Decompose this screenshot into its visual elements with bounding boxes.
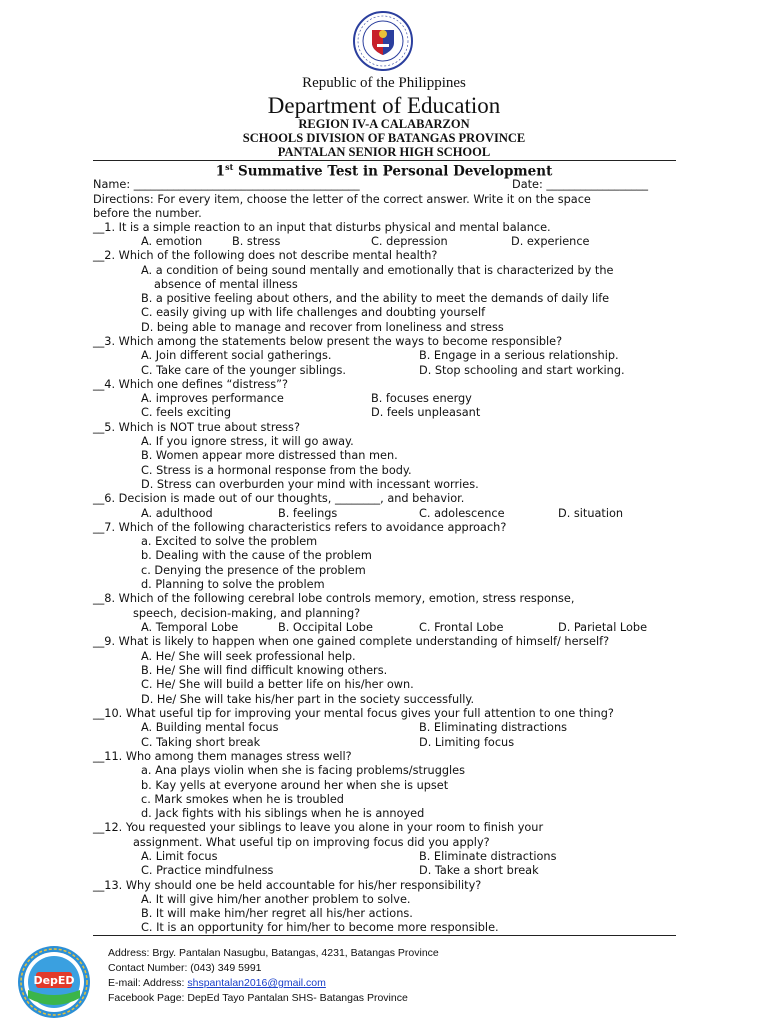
- question-10: __10. What useful tip for improving your mental focus gives your full attention to one thing?: [93, 707, 614, 720]
- choice: D. Stress can overburden your mind with incessant worries.: [141, 478, 479, 491]
- choice: C. Practice mindfulness: [141, 864, 274, 877]
- choice: C. It is an opportunity for him/her to become more responsible.: [141, 921, 499, 934]
- choice: A. He/ She will seek professional help.: [141, 650, 356, 663]
- choice: C. easily giving up with life challenges and doubting yourself: [141, 306, 486, 319]
- choice: A. Join different social gatherings.: [141, 349, 332, 362]
- choice: c. Mark smokes when he is troubled: [141, 793, 344, 806]
- question-13: __13. Why should one be held accountable for his/her responsibility?: [93, 879, 482, 892]
- choice: D. feels unpleasant: [371, 406, 481, 419]
- footer-facebook: Facebook Page: DepEd Tayo Pantalan SHS- Batangas Province: [108, 992, 408, 1004]
- choice: B. Engage in a serious relationship.: [419, 349, 619, 362]
- choice: D. Take a short break: [419, 864, 539, 877]
- choice: b. Kay yells at everyone around her when she is upset: [141, 779, 449, 792]
- choice: B. Eliminate distractions: [419, 850, 557, 863]
- choice: B. focuses energy: [371, 392, 472, 405]
- choice: C. depression: [371, 235, 448, 248]
- choice: C. feels exciting: [141, 406, 232, 419]
- school-heading: PANTALAN SENIOR HIGH SCHOOL: [277, 145, 491, 159]
- choice: A. emotion: [141, 235, 203, 248]
- question-12-cont: assignment. What useful tip on improving focus did you apply?: [133, 836, 490, 849]
- choice: B. Eliminating distractions: [419, 721, 567, 734]
- date-field: Date: __________________: [512, 178, 649, 191]
- choice: C. He/ She will build a better life on his/her own.: [141, 678, 414, 691]
- choice: D. situation: [558, 507, 624, 520]
- footer-email: E-mail: Address: shspantalan2016@gmail.com: [108, 977, 326, 989]
- question-2: __2. Which of the following does not describe mental health?: [93, 249, 438, 262]
- choice: B. a positive feeling about others, and the ability to meet the demands of daily life: [141, 292, 610, 305]
- choice: B. stress: [232, 235, 281, 248]
- question-8-cont: speech, decision-making, and planning?: [133, 607, 361, 620]
- choice: b. Dealing with the cause of the problem: [141, 549, 372, 562]
- choice: c. Denying the presence of the problem: [141, 564, 366, 577]
- choice: B. feelings: [278, 507, 338, 520]
- deped-seal-logo: [342, 10, 424, 72]
- choice: B. It will make him/her regret all his/her actions.: [141, 907, 413, 920]
- choice: A. Temporal Lobe: [141, 621, 239, 634]
- choice: C. Take care of the younger siblings.: [141, 364, 346, 377]
- footer-address: Address: Brgy. Pantalan Nasugbu, Batangas, 4231, Batangas Province: [108, 947, 439, 959]
- question-5: __5. Which is NOT true about stress?: [93, 421, 300, 434]
- choice: D. experience: [511, 235, 590, 248]
- choice: D. Parietal Lobe: [558, 621, 648, 634]
- svg-text:DepED: DepED: [33, 974, 75, 987]
- choice: a. Excited to solve the problem: [141, 535, 318, 548]
- choice: B. Occipital Lobe: [278, 621, 373, 634]
- choice: a. Ana plays violin when she is facing problems/struggles: [141, 764, 466, 777]
- choice: A. adulthood: [141, 507, 213, 520]
- name-field: Name: ________________________________________: [93, 178, 360, 191]
- department-heading: Department of Education: [267, 93, 501, 118]
- question-9: __9. What is likely to happen when one gained complete understanding of himself/ herself?: [93, 635, 610, 648]
- choice: C. adolescence: [419, 507, 505, 520]
- choice: D. Limiting focus: [419, 736, 515, 749]
- region-heading: REGION IV-A CALABARZON: [298, 117, 470, 131]
- question-6: __6. Decision is made out of our thoughts, ________, and behavior.: [93, 492, 465, 505]
- directions-line: before the number.: [93, 207, 202, 220]
- republic-heading: Republic of the Philippines: [302, 75, 466, 91]
- email-link[interactable]: shspantalan2016@gmail.com: [187, 977, 326, 989]
- choice: B. Women appear more distressed than men.: [141, 449, 398, 462]
- choice: absence of mental illness: [154, 278, 298, 291]
- choice: C. Stress is a hormonal response from the body.: [141, 464, 412, 477]
- school-badge-logo: [16, 944, 92, 1020]
- question-11: __11. Who among them manages stress well?: [93, 750, 352, 763]
- question-7: __7. Which of the following characteristics refers to avoidance approach?: [93, 521, 507, 534]
- choice: D. being able to manage and recover from loneliness and stress: [141, 321, 504, 334]
- choice: C. Taking short break: [141, 736, 261, 749]
- choice: D. Stop schooling and start working.: [419, 364, 625, 377]
- question-12: __12. You requested your siblings to leave you alone in your room to finish your: [93, 821, 544, 834]
- question-1: __1. It is a simple reaction to an input that disturbs physical and mental balance.: [93, 221, 551, 234]
- choice: D. He/ She will take his/her part in the society successfully.: [141, 693, 475, 706]
- choice: C. Frontal Lobe: [419, 621, 504, 634]
- header-divider: [93, 160, 676, 161]
- directions-line: Directions: For every item, choose the letter of the correct answer. Write it on the space: [93, 193, 591, 206]
- choice: d. Planning to solve the problem: [141, 578, 325, 591]
- question-3: __3. Which among the statements below present the ways to become responsible?: [93, 335, 563, 348]
- choice: A. improves performance: [141, 392, 284, 405]
- choice: A. If you ignore stress, it will go away.: [141, 435, 354, 448]
- footer-contact: Contact Number: (043) 349 5991: [108, 962, 262, 974]
- choice: A. It will give him/her another problem to solve.: [141, 893, 411, 906]
- test-title: 1st Summative Test in Personal Development: [215, 162, 553, 180]
- footer-divider: [93, 935, 676, 936]
- question-4: __4. Which one defines “distress”?: [93, 378, 288, 391]
- choice: A. Building mental focus: [141, 721, 279, 734]
- division-heading: SCHOOLS DIVISION OF BATANGAS PROVINCE: [242, 131, 526, 145]
- choice: A. a condition of being sound mentally and emotionally that is characterized by the: [141, 264, 614, 277]
- choice: A. Limit focus: [141, 850, 218, 863]
- choice: B. He/ She will find difficult knowing others.: [141, 664, 388, 677]
- choice: d. Jack fights with his siblings when he is annoyed: [141, 807, 425, 820]
- question-8: __8. Which of the following cerebral lobe controls memory, emotion, stress response,: [93, 592, 575, 605]
